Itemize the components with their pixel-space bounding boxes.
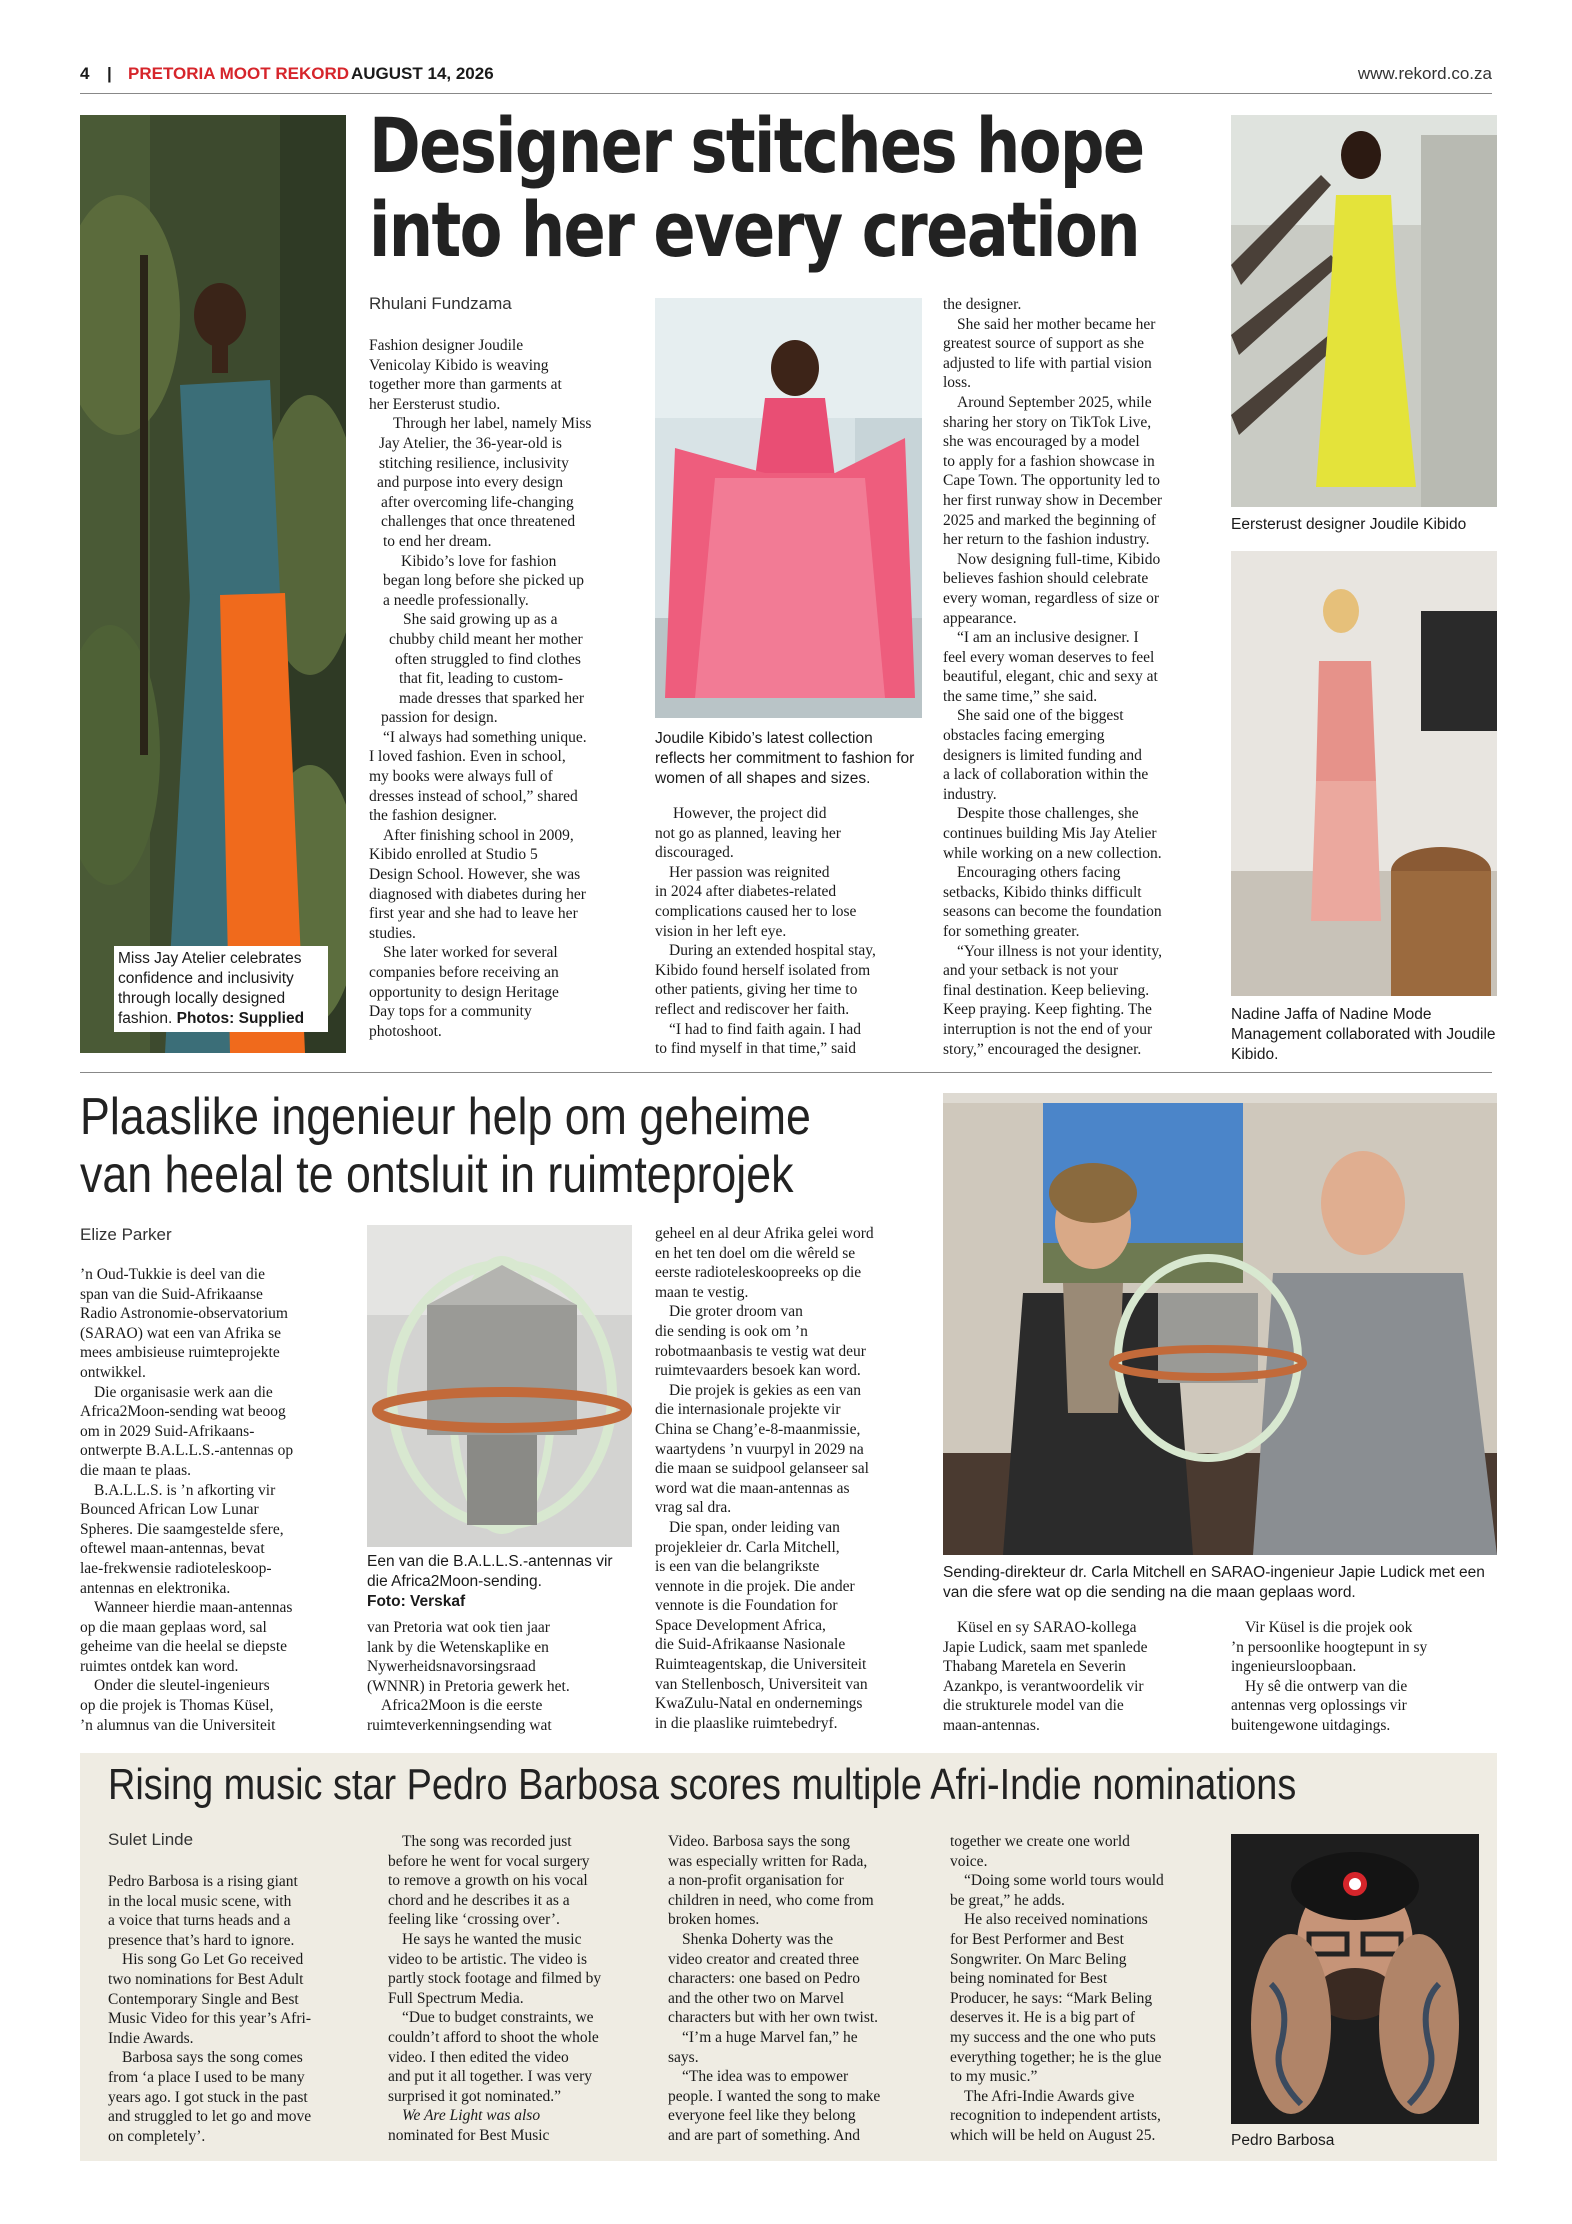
text-line: and the other two on Marvel xyxy=(668,1989,845,2007)
text-line: Die span, onder leiding van xyxy=(669,1518,840,1536)
text-line: en het ten doel om die wêreld se xyxy=(655,1244,856,1262)
text-line: from ‘a place I used to be many xyxy=(108,2068,305,2086)
text-line: the designer. xyxy=(943,296,1022,313)
text-line: setbacks, Kibido thinks difficult xyxy=(943,883,1142,901)
text-line: obstacles facing emerging xyxy=(943,727,1105,745)
photo-model-orange-dress xyxy=(80,115,346,1053)
text-line: and purpose into every design xyxy=(377,474,563,492)
text-line: mees ambisieuse ruimteprojekte xyxy=(80,1344,280,1362)
text-line: her Eersterust studio. xyxy=(369,395,501,413)
text-line: Through her label, namely Miss xyxy=(393,415,592,433)
text-line: Pedro Barbosa is a rising giant xyxy=(108,1873,298,1890)
text-line: Kibido found herself isolated from xyxy=(655,961,871,979)
publication-name: PRETORIA MOOT REKORD xyxy=(128,64,350,83)
text-line: story,” encouraged the designer. xyxy=(943,1040,1142,1058)
text-line: Full Spectrum Media. xyxy=(388,1989,524,2007)
text-line: voice. xyxy=(950,1852,988,1870)
headline-line-2: into her every creation xyxy=(369,185,1139,274)
text-line: ruimteverkenningsending wat xyxy=(367,1716,552,1734)
website-link[interactable]: www.rekord.co.za xyxy=(1357,64,1492,83)
caption-left-photo xyxy=(114,946,328,1032)
text-line: buitengewone uitdagings. xyxy=(1231,1716,1391,1734)
text-line: om in 2029 Suid-Afrikaans- xyxy=(80,1422,255,1440)
text-line: Design School. However, she was xyxy=(369,866,581,884)
text-line: antennas verg oplossings vir xyxy=(1231,1697,1407,1715)
text-line: China se Chang’e-8-maanmissie, xyxy=(655,1420,861,1438)
text-line: op die maan geplaas word, sal xyxy=(80,1618,267,1636)
text-line: video creator and created three xyxy=(668,1950,860,1968)
story2-column-2 xyxy=(367,1618,637,1736)
text-line: the same time,” she said. xyxy=(943,687,1098,705)
text-line: other patients, giving her time to xyxy=(655,981,858,999)
text-line: seasons can become the foundation xyxy=(943,903,1162,921)
text-line: characters: one based on Pedro xyxy=(668,1970,860,1988)
story3-column-3 xyxy=(668,1832,943,2146)
text-line: vrag sal dra. xyxy=(655,1499,732,1517)
text-line: her first runway show in December xyxy=(943,491,1163,509)
text-line: sharing her story on TikTok Live, xyxy=(943,413,1152,431)
text-line: Indie Awards. xyxy=(108,2029,194,2047)
text-line: Die projek is gekies as een van xyxy=(669,1381,861,1399)
text-line: The Afri-Indie Awards give xyxy=(964,2087,1135,2105)
text-line: lank by die Wetenskaplike en xyxy=(367,1638,549,1656)
text-line: loss. xyxy=(943,374,971,392)
text-line: “I’m a huge Marvel fan,” he xyxy=(682,2028,858,2046)
text-line: presence that’s hard to ignore. xyxy=(108,1931,295,1949)
text-line: together more than garments at xyxy=(369,376,562,394)
photo-yellow-dress xyxy=(1231,115,1497,507)
text-line: Küsel en sy SARAO-kollega xyxy=(957,1619,1137,1636)
text-line: Thabang Maretela en Severin xyxy=(943,1658,1126,1676)
text-line: everything together; he is the glue xyxy=(950,2048,1162,2066)
text-line: “I always had something unique. xyxy=(383,728,587,746)
text-line: Now designing full-time, Kibido xyxy=(957,550,1161,568)
caption-text: Een van die B.A.L.L.S.-antennas vir die Africa2Moon-sending. xyxy=(367,1553,613,1590)
text-line: 2025 and marked the beginning of xyxy=(943,511,1157,529)
text-line: diagnosed with diabetes during her xyxy=(369,885,586,903)
text-line: studies. xyxy=(369,924,416,942)
text-line: “I am an inclusive designer. I xyxy=(957,629,1139,647)
text-line: for Best Performer and Best xyxy=(950,1930,1124,1948)
text-line: to remove a growth on his vocal xyxy=(388,1872,588,1890)
text-line: Kibido’s love for fashion xyxy=(401,552,557,570)
text-line: on completely’. xyxy=(108,2127,206,2145)
text-line: surprised it got nominated.” xyxy=(388,2087,562,2105)
text-line: I loved fashion. Even in school, xyxy=(369,748,566,766)
story2-headline xyxy=(80,1088,811,1204)
text-line: Africa2Moon-sending wat beoog xyxy=(80,1403,286,1421)
photo-pink-lace-dress xyxy=(1231,551,1497,996)
text-line: She said her mother became her xyxy=(957,315,1156,333)
text-line: to apply for a fashion showcase in xyxy=(943,452,1155,470)
story1-column-3 xyxy=(943,295,1218,1059)
text-line: Despite those challenges, she xyxy=(957,805,1139,823)
text-line: began long before she picked up xyxy=(383,572,585,590)
text-line: vision in her left eye. xyxy=(655,922,787,940)
text-line: Die groter droom van xyxy=(669,1303,803,1321)
text-line: Nywerheidsnavorsingsraad xyxy=(367,1658,536,1676)
story3-byline: Sulet Linde xyxy=(108,1830,194,1849)
text-line: Bounced African Low Lunar xyxy=(80,1501,259,1519)
text-line: and put it all together. I was very xyxy=(388,2068,593,2086)
text-line: ’n alumnus van die Universiteit xyxy=(80,1716,276,1734)
text-line: my success and the one who puts xyxy=(950,2028,1156,2046)
text-line: first year and she had to leave her xyxy=(369,905,578,923)
text-line: every woman, regardless of size or xyxy=(943,589,1160,607)
text-line: Vir Küsel is die projek ook xyxy=(1245,1619,1413,1636)
text-line: reflect and rediscover her faith. xyxy=(655,1000,850,1018)
text-line: ruimtevaarders besoek kan word. xyxy=(655,1362,861,1380)
text-line: Venicolay Kibido is weaving xyxy=(369,356,549,374)
text-line: maan te vestig. xyxy=(655,1283,749,1301)
text-line: designers is limited funding and xyxy=(943,746,1142,764)
text-line: His song Go Let Go received xyxy=(122,1951,304,1969)
story3-column-1 xyxy=(108,1872,378,2146)
text-line: lae-frekwensie radioteleskoop- xyxy=(80,1559,272,1577)
text-line: children in need, who come from xyxy=(668,1891,874,1909)
page-header xyxy=(80,62,1492,94)
text-line: Keep praying. Keep fighting. The xyxy=(943,1001,1152,1019)
text-line: Radio Astronomie-observatorium xyxy=(80,1305,288,1323)
caption-pedro-photo: Pedro Barbosa xyxy=(1231,2132,1335,2149)
story3-column-2 xyxy=(388,1832,658,2146)
story2-column-3 xyxy=(655,1224,930,1733)
caption-text: Miss Jay Atelier celebrates confidence and inclusivity through locally designed fashion. xyxy=(118,950,302,1027)
text-line: years ago. I got stuck in the past xyxy=(108,2088,308,2106)
text-line: appearance. xyxy=(943,609,1017,627)
header-separator: | xyxy=(107,64,112,83)
text-line: “Due to budget constraints, we xyxy=(402,2009,594,2027)
text-line: vennote in die projek. Die ander xyxy=(655,1577,855,1595)
story3-headline: Rising music star Pedro Barbosa scores multiple Afri-Indie nominations xyxy=(108,1760,1297,1809)
text-line: ontwikkel. xyxy=(80,1363,146,1381)
text-line: companies before receiving an xyxy=(369,964,559,981)
text-line: a needle professionally. xyxy=(383,591,529,609)
text-line: she was encouraged by a model xyxy=(943,433,1140,451)
text-line: beautiful, elegant, chic and sexy at xyxy=(943,668,1158,686)
text-line: word wat die maan-antennas as xyxy=(655,1479,850,1497)
text-line: feel every woman deserves to feel xyxy=(943,648,1155,666)
text-line: She later worked for several xyxy=(383,944,558,962)
text-line: Encouraging others facing xyxy=(957,864,1121,882)
text-line: being nominated for Best xyxy=(950,1970,1108,1988)
text-line: ’n Oud-Tukkie is deel van die xyxy=(80,1266,265,1283)
text-line: photoshoot. xyxy=(369,1022,442,1040)
text-line: and are part of something. And xyxy=(668,2126,860,2144)
text-line: opportunity to design Heritage xyxy=(369,983,559,1001)
text-line: passion for design. xyxy=(381,709,498,727)
text-line: deserves it. He is a big part of xyxy=(950,2009,1136,2027)
text-line: Azankpo, is verantwoordelik vir xyxy=(943,1677,1144,1695)
text-line: stitching resilience, inclusivity xyxy=(379,454,569,472)
text-line: vennote is die Foundation for xyxy=(655,1597,838,1615)
text-line: (WNNR) in Pretoria gewerk het. xyxy=(367,1677,570,1695)
text-line: for something greater. xyxy=(943,923,1080,940)
text-line: Around September 2025, while xyxy=(957,393,1152,411)
story1-byline: Rhulani Fundzama xyxy=(369,294,512,313)
text-line: Hy sê die ontwerp van die xyxy=(1245,1677,1408,1695)
text-line: span van die Suid-Afrikaanse xyxy=(80,1285,263,1303)
text-line: die strukturele model van die xyxy=(943,1697,1124,1715)
text-line: while working on a new collection. xyxy=(943,844,1162,862)
text-line: partly stock footage and filmed by xyxy=(388,1970,602,1988)
text-line: in the local music scene, with xyxy=(108,1892,292,1910)
text-line: greatest source of support as she xyxy=(943,335,1145,353)
text-line: in 2024 after diabetes-related xyxy=(655,883,837,901)
text-line: discouraged. xyxy=(655,844,734,862)
story3-column-4 xyxy=(950,1832,1225,2146)
text-line: to end her dream. xyxy=(383,532,492,550)
text-line: maan-antennas. xyxy=(943,1716,1040,1734)
text-line: after overcoming life-changing xyxy=(381,493,574,511)
story2-column-4 xyxy=(943,1618,1213,1736)
text-line: is een van die belangrikste xyxy=(655,1558,820,1576)
text-line: KwaZulu-Natal en ondernemings xyxy=(655,1695,863,1713)
text-line: Shenka Doherty was the xyxy=(682,1930,834,1948)
caption-center-photo: Joudile Kibido’s latest collection reflects her commitment to fashion for women of all shapes and sizes. xyxy=(655,730,915,787)
text-line: Producer, he says: “Mark Beling xyxy=(950,1989,1153,2007)
text-line: together we create one world xyxy=(950,1833,1130,1850)
text-line: a voice that turns heads and a xyxy=(108,1912,291,1930)
text-line: B.A.L.L.S. is ’n afkorting vir xyxy=(94,1481,276,1499)
text-line: before he went for vocal surgery xyxy=(388,1852,590,1870)
text-line: die sending is ook om ’n xyxy=(655,1322,808,1340)
text-line: We Are Light was also xyxy=(402,2107,541,2125)
text-line: die maan se suidpool gelanseer sal xyxy=(655,1460,869,1478)
photo-balls-antenna xyxy=(367,1225,632,1547)
text-line: adjusted to life with partial vision xyxy=(943,354,1152,372)
text-line: Day tops for a community xyxy=(369,1003,532,1021)
headline-line-2: van heelal te ontsluit in ruimteprojek xyxy=(80,1146,794,1204)
text-line: Her passion was reignited xyxy=(669,863,830,881)
text-line: video to be artistic. The video is xyxy=(388,1950,588,1968)
text-line: After finishing school in 2009, xyxy=(383,826,574,844)
page-number: 4 xyxy=(80,64,90,83)
text-line: op die projek is Thomas Küsel, xyxy=(80,1697,274,1715)
text-line: She said one of the biggest xyxy=(957,707,1124,725)
photo-mitchell-ludick xyxy=(943,1093,1497,1555)
text-line: During an extended hospital stay, xyxy=(669,942,876,960)
story1-headline xyxy=(369,101,1144,274)
text-line: die Suid-Afrikaanse Nasionale xyxy=(655,1636,846,1654)
text-line: final destination. Keep believing. xyxy=(943,981,1150,999)
caption-right-top-photo: Eersterust designer Joudile Kibido xyxy=(1231,516,1467,533)
text-line: chubby child meant her mother xyxy=(389,630,583,648)
text-line: ’n persoonlike hoogtepunt in sy xyxy=(1231,1638,1428,1656)
text-line: “The idea was to empower xyxy=(682,2068,849,2086)
headline-line-1: Designer stitches hope xyxy=(369,101,1144,190)
text-line: often struggled to find clothes xyxy=(395,650,581,668)
story2-column-5 xyxy=(1231,1618,1497,1736)
text-line: people. I wanted the song to make xyxy=(668,2087,881,2105)
text-line: (SARAO) wat een van Afrika se xyxy=(80,1324,282,1342)
text-line: broken homes. xyxy=(668,1911,760,1929)
text-line: “Your illness is not your identity, xyxy=(957,942,1162,960)
text-line: He says he wanted the music xyxy=(402,1930,582,1948)
text-line: everyone feel like they belong xyxy=(668,2107,856,2125)
text-line: Kibido enrolled at Studio 5 xyxy=(369,846,538,864)
text-line: Barbosa says the song comes xyxy=(122,2049,303,2067)
text-line: geheel en al deur Afrika gelei word xyxy=(655,1225,874,1242)
text-line: robotmaanbasis te vestig wat deur xyxy=(655,1342,866,1360)
text-line: antennas en elektronika. xyxy=(80,1579,231,1597)
caption-large-photo: Sending-direkteur dr. Carla Mitchell en SARAO-ingenieur Japie Ludick met een van die sfere wat op die sending na die maan geplaas word. xyxy=(943,1564,1485,1601)
text-line: video. I then edited the video xyxy=(388,2048,569,2066)
photo-credit: Foto: Verskaf xyxy=(367,1593,466,1610)
text-line: Music Video for this year’s Afri- xyxy=(108,2010,311,2028)
photo-credit: Photos: Supplied xyxy=(176,1010,305,1027)
text-line: Songwriter. On Marc Beling xyxy=(950,1950,1127,1968)
text-line: in die plaaslike ruimtebedryf. xyxy=(655,1714,838,1732)
text-line: ruimtes ontdek kan word. xyxy=(80,1657,239,1675)
headline-line-1: Plaaslike ingenieur help om geheime xyxy=(80,1088,811,1146)
text-line: The song was recorded just xyxy=(402,1833,572,1850)
text-line: not go as planned, leaving her xyxy=(655,824,841,842)
text-line: Wanneer hierdie maan-antennas xyxy=(94,1599,293,1617)
text-line: Die organisasie werk aan die xyxy=(94,1383,273,1401)
text-line: nominated for Best Music xyxy=(388,2126,550,2144)
text-line: the fashion designer. xyxy=(369,807,497,825)
text-line: complications caused her to lose xyxy=(655,902,857,920)
text-line: Ruimteagentskap, die Universiteit xyxy=(655,1656,867,1674)
text-line: Jay Atelier, the 36-year-old is xyxy=(379,434,562,452)
text-line: He also received nominations xyxy=(964,1911,1148,1929)
text-line: dresses instead of school,” shared xyxy=(369,787,578,805)
text-line: Onder die sleutel-ingenieurs xyxy=(94,1677,270,1695)
text-line: to my music.” xyxy=(950,2068,1038,2086)
text-line: Space Development Africa, xyxy=(655,1616,826,1634)
text-line: oftewel maan-antennas, bevat xyxy=(80,1540,265,1558)
text-line: says. xyxy=(668,2048,699,2066)
caption-right-bottom-photo: Nadine Jaffa of Nadine Mode Management collaborated with Joudile Kibido. xyxy=(1231,1006,1496,1063)
text-line: ingenieursloopbaan. xyxy=(1231,1658,1357,1676)
text-line: waartydens ’n vuurpyl in 2029 na xyxy=(655,1440,864,1458)
text-line: made dresses that sparked her xyxy=(399,689,585,707)
text-line: was especially written for Rada, xyxy=(668,1852,868,1870)
text-line: two nominations for Best Adult xyxy=(108,1970,304,1988)
text-line: challenges that once threatened xyxy=(381,513,576,531)
text-line: Cape Town. The opportunity led to xyxy=(943,472,1161,490)
text-line: and your setback is not your xyxy=(943,962,1119,980)
text-line: die maan te plaas. xyxy=(80,1461,192,1479)
text-line: She said growing up as a xyxy=(403,611,558,629)
photo-pedro-barbosa xyxy=(1231,1834,1479,2124)
story1-column-2 xyxy=(655,804,925,1059)
issue-date: AUGUST 14, 2026 xyxy=(351,64,494,83)
story1-column-1 xyxy=(369,336,637,1041)
text-line: Video. Barbosa says the song xyxy=(668,1833,851,1850)
text-line: geheime van die heelal se diepste xyxy=(80,1638,288,1656)
text-line: be great,” he adds. xyxy=(950,1891,1065,1909)
text-line: “I had to find faith again. I had xyxy=(669,1020,861,1038)
text-line: to find myself in that time,” said xyxy=(655,1040,857,1058)
text-line: Spheres. Die saamgestelde sfere, xyxy=(80,1520,284,1538)
text-line: her return to the fashion industry. xyxy=(943,531,1150,549)
text-line: Africa2Moon is die eerste xyxy=(381,1697,543,1715)
text-line: ontwerpte B.A.L.L.S.-antennas op xyxy=(80,1442,294,1460)
text-line: die internasionale projekte vir xyxy=(655,1401,841,1419)
text-line: eerste radioteleskoopreeks op die xyxy=(655,1264,862,1282)
text-line: “Doing some world tours would xyxy=(964,1872,1164,1890)
text-line: a non-profit organisation for xyxy=(668,1872,844,1890)
text-line: chord and he describes it as a xyxy=(388,1891,570,1909)
text-line: Fashion designer Joudile xyxy=(369,337,524,354)
text-line: projekleier dr. Carla Mitchell, xyxy=(655,1538,840,1556)
text-line: However, the project did xyxy=(673,805,827,822)
text-line: which will be held on August 25. xyxy=(950,2126,1156,2144)
text-line: Japie Ludick, saam met spanlede xyxy=(943,1638,1148,1656)
text-line: my books were always full of xyxy=(369,768,553,786)
photo-pink-dress xyxy=(655,298,922,718)
story2-byline: Elize Parker xyxy=(80,1225,172,1244)
text-line: and struggled to let go and move xyxy=(108,2108,312,2126)
text-line: interruption is not the end of your xyxy=(943,1020,1153,1038)
section-divider xyxy=(80,1072,1492,1073)
story2-column-1 xyxy=(80,1265,350,1735)
text-line: continues building Mis Jay Atelier xyxy=(943,825,1157,843)
text-line: couldn’t afford to shoot the whole xyxy=(388,2028,599,2046)
text-line: believes fashion should celebrate xyxy=(943,570,1149,588)
text-line: van Stellenbosch, Universiteit van xyxy=(655,1675,868,1693)
text-line: feeling like ‘crossing over’. xyxy=(388,1911,560,1929)
text-line: characters but with her own twist. xyxy=(668,2009,879,2027)
text-line: a lack of collaboration within the xyxy=(943,766,1149,784)
text-line: recognition to independent artists, xyxy=(950,2107,1161,2125)
caption-antenna-photo xyxy=(367,1552,632,1612)
text-line: industry. xyxy=(943,785,997,803)
text-line: van Pretoria wat ook tien jaar xyxy=(367,1619,550,1636)
text-line: that fit, leading to custom- xyxy=(399,670,564,688)
text-line: Contemporary Single and Best xyxy=(108,1990,299,2008)
